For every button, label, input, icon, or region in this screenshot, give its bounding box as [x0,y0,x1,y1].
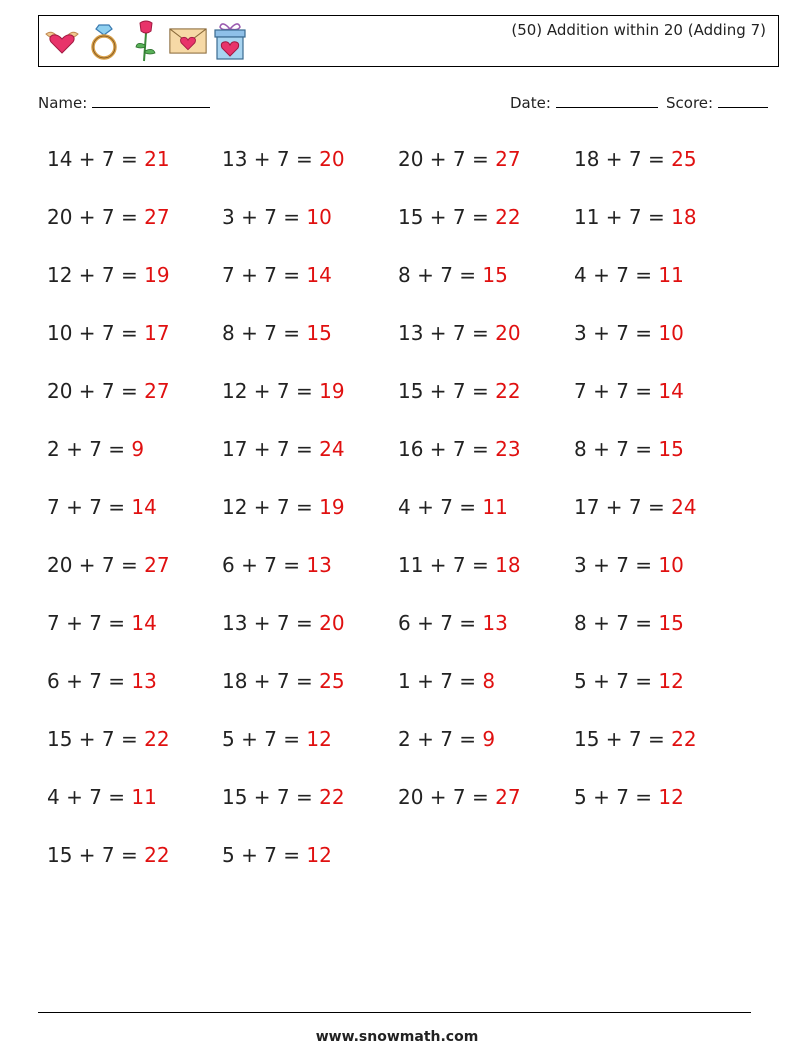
date-field [510,93,658,112]
problem-item [574,379,684,403]
problem-item [398,611,508,635]
problem-item [222,669,345,693]
problem-question: 20 + 7 = [47,379,138,403]
problem-item [574,437,684,461]
problem-answer: 8 [482,669,496,693]
problem-question: 7 + 7 = [47,495,126,519]
name-label: Name: [38,94,88,112]
problem-item [398,669,495,693]
problem-item [47,843,170,867]
problem-question: 5 + 7 = [222,843,301,867]
problem-answer: 14 [131,495,157,519]
problem-question: 20 + 7 = [398,147,489,171]
problem-item [398,437,521,461]
problem-question: 18 + 7 = [222,669,313,693]
problem-item [574,727,697,751]
problem-question: 20 + 7 = [47,205,138,229]
problem-answer: 14 [306,263,332,287]
problem-answer: 22 [144,727,170,751]
problem-answer: 15 [306,321,332,345]
problem-answer: 15 [658,611,684,635]
problem-item [222,727,332,751]
score-field [666,93,768,112]
love-letter-icon [169,19,207,63]
problem-answer: 13 [131,669,157,693]
gift-box-icon [211,19,249,63]
problem-question: 8 + 7 = [222,321,301,345]
problem-question: 1 + 7 = [398,669,477,693]
problem-question: 7 + 7 = [47,611,126,635]
problem-answer: 27 [144,553,170,577]
winged-heart-icon [43,19,81,63]
problem-item [574,495,697,519]
problem-item [574,263,684,287]
problem-question: 18 + 7 = [574,147,665,171]
worksheet-title: (50) Addition within 20 (Adding 7) [511,21,766,39]
problem-answer: 17 [144,321,170,345]
problem-answer: 10 [658,553,684,577]
problem-item [398,147,521,171]
problem-answer: 22 [495,379,521,403]
problem-answer: 23 [495,437,521,461]
problem-question: 3 + 7 = [574,321,653,345]
problem-answer: 19 [319,379,345,403]
problem-answer: 14 [131,611,157,635]
problem-question: 5 + 7 = [574,785,653,809]
problem-question: 4 + 7 = [398,495,477,519]
score-line[interactable] [718,93,768,108]
problem-question: 17 + 7 = [574,495,665,519]
problem-answer: 19 [144,263,170,287]
problem-answer: 25 [319,669,345,693]
problem-item [222,495,345,519]
problem-answer: 21 [144,147,170,171]
problem-item [222,205,332,229]
problem-answer: 9 [482,727,496,751]
footer-site: www.snowmath.com [315,1029,479,1045]
problem-question: 6 + 7 = [222,553,301,577]
problem-answer: 24 [671,495,697,519]
problem-answer: 12 [306,843,332,867]
problem-item [47,379,170,403]
problem-question: 6 + 7 = [398,611,477,635]
problem-question: 2 + 7 = [47,437,126,461]
problem-item [574,147,697,171]
problem-item [47,727,170,751]
problem-answer: 14 [658,379,684,403]
problem-item [47,321,170,345]
problem-item [47,437,144,461]
problem-question: 15 + 7 = [398,379,489,403]
problem-answer: 24 [319,437,345,461]
problem-question: 15 + 7 = [47,843,138,867]
problem-answer: 13 [306,553,332,577]
problem-answer: 22 [671,727,697,751]
header-box [38,15,779,67]
problem-question: 15 + 7 = [398,205,489,229]
problem-answer: 22 [319,785,345,809]
problem-question: 11 + 7 = [398,553,489,577]
problem-item [398,727,495,751]
problem-answer: 15 [658,437,684,461]
problem-question: 5 + 7 = [574,669,653,693]
problem-item [574,205,697,229]
problem-question: 11 + 7 = [574,205,665,229]
problem-item [574,611,684,635]
problem-item [47,611,157,635]
problem-answer: 10 [658,321,684,345]
problem-item [574,553,684,577]
problem-question: 3 + 7 = [574,553,653,577]
problem-answer: 19 [319,495,345,519]
problem-answer: 27 [144,205,170,229]
name-line[interactable] [92,93,210,108]
problem-answer: 12 [658,669,684,693]
problem-item [222,437,345,461]
problem-question: 13 + 7 = [398,321,489,345]
problem-answer: 13 [482,611,508,635]
problem-answer: 20 [319,147,345,171]
problem-item [47,147,170,171]
problem-question: 14 + 7 = [47,147,138,171]
problem-question: 15 + 7 = [574,727,665,751]
problem-question: 17 + 7 = [222,437,313,461]
problem-item [574,669,684,693]
diamond-ring-icon [85,19,123,63]
problem-item [222,843,332,867]
problem-answer: 18 [495,553,521,577]
problem-item [398,553,521,577]
problem-item [398,379,521,403]
problem-question: 15 + 7 = [222,785,313,809]
problem-item [47,785,157,809]
problem-question: 8 + 7 = [574,611,653,635]
problem-item [398,495,508,519]
problem-answer: 27 [144,379,170,403]
problem-question: 5 + 7 = [222,727,301,751]
problem-item [398,263,508,287]
problem-answer: 27 [495,147,521,171]
problem-item [222,611,345,635]
rose-icon [127,19,165,63]
problem-answer: 22 [495,205,521,229]
problem-answer: 12 [306,727,332,751]
problem-question: 12 + 7 = [222,495,313,519]
problem-item [47,553,170,577]
problem-answer: 18 [671,205,697,229]
footer-divider [38,1012,751,1013]
problem-answer: 11 [658,263,684,287]
problem-answer: 9 [131,437,145,461]
problem-answer: 11 [482,495,508,519]
problem-item [222,553,332,577]
problem-question: 13 + 7 = [222,611,313,635]
problem-answer: 15 [482,263,508,287]
problem-question: 8 + 7 = [398,263,477,287]
problem-answer: 10 [306,205,332,229]
problem-question: 4 + 7 = [574,263,653,287]
problem-question: 12 + 7 = [47,263,138,287]
problem-item [47,205,170,229]
date-line[interactable] [556,93,658,108]
problem-item [222,379,345,403]
problem-answer: 11 [131,785,157,809]
problem-question: 4 + 7 = [47,785,126,809]
problem-answer: 20 [495,321,521,345]
name-field [38,93,210,112]
problem-item [398,321,521,345]
problem-question: 12 + 7 = [222,379,313,403]
problem-item [222,147,345,171]
score-label: Score: [666,94,714,112]
problem-answer: 25 [671,147,697,171]
date-label: Date: [510,94,551,112]
problem-question: 8 + 7 = [574,437,653,461]
problem-answer: 20 [319,611,345,635]
problem-question: 20 + 7 = [47,553,138,577]
problem-item [574,321,684,345]
problem-answer: 27 [495,785,521,809]
problem-item [47,263,170,287]
problem-item [398,785,521,809]
problem-item [47,495,157,519]
problem-question: 7 + 7 = [574,379,653,403]
problem-question: 15 + 7 = [47,727,138,751]
problem-item [398,205,521,229]
problem-question: 10 + 7 = [47,321,138,345]
problem-item [222,263,332,287]
problem-item [222,321,332,345]
icon-strip [43,19,253,63]
problem-item [47,669,157,693]
problem-question: 13 + 7 = [222,147,313,171]
problem-item [574,785,684,809]
problem-answer: 22 [144,843,170,867]
problem-question: 16 + 7 = [398,437,489,461]
problem-question: 7 + 7 = [222,263,301,287]
problem-question: 3 + 7 = [222,205,301,229]
problem-question: 6 + 7 = [47,669,126,693]
problem-answer: 12 [658,785,684,809]
problem-item [222,785,345,809]
problem-question: 20 + 7 = [398,785,489,809]
problem-question: 2 + 7 = [398,727,477,751]
